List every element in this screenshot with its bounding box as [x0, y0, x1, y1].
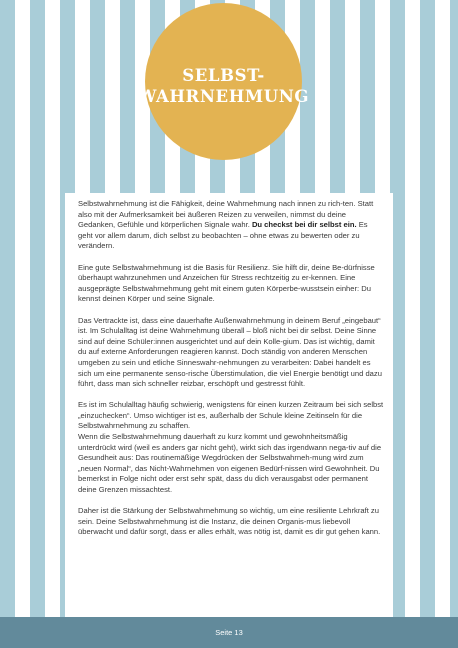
paragraph: Wenn die Selbstwahrnehmung dauerhaft zu kurz kommt und gewohnheitsmäßig unterdrückt wird (weil es anders gar nicht geht), wirkt sich das irgendwann nega-tiv auf die Gesundheit aus: Das routinemäßige Wegdrücken der Selbstwahrneh-mung wird zum „neuen Normal“, das Nicht-Wahrnehmen von eigenen Bedürf-nissen wird Gewohnheit. Du bemerkst in Folge nicht oder erst sehr spät, dass du dich verausgabst oder permanent deine Grenzen missachtest. — [78, 432, 382, 495]
paragraph-text: Selbstwahrnehmung ist die Fähigkeit, deine Wahrnehmung nach innen zu rich-ten. Statt also mit der Aufmerksamkeit bei äußeren Reizen zu verweilen, nimmst du deine Gedanken, Gefühle und körperlichen Signale wahr. — [78, 199, 374, 230]
paragraph-bold-text: Du checkst bei dir selbst ein. — [251, 220, 357, 230]
page-title: SELBST- WAHRNEHMUNG — [137, 65, 310, 106]
paragraph: Daher ist die Stärkung der Selbstwahrnehmung so wichtig, um eine resiliente Lehrkraft zu sein. Deine Selbstwahrnehmung ist die Instanz, die deinen Organis-mus liebevoll überwacht und dafür sorgt, dass er alles erhält, was nötig ist, damit es dir gut gehen kann. — [78, 506, 381, 537]
title-circle — [137, 3, 310, 160]
paragraph — [78, 199, 384, 252]
page-number: Seite 13 — [215, 628, 243, 637]
body-text — [78, 199, 384, 549]
paragraph: Es ist im Schulalltag häufig schwierig, wenigstens für einen kurzen Zeitraum bei sich selbst „einzuchecken“. Umso wichtiger ist es, außerhalb der Schule kleine Zeitinseln für die Selbstwahrnehmung zu schaffen. — [78, 400, 384, 431]
paragraph: Eine gute Selbstwahrnehmung ist die Basis für Resilienz. Sie hilft dir, deine Be-dürfnisse überhaupt wahrzunehmen und Anzeichen für Stress rechtzeitig zu er-kennen. Eine ausgeprägte Selbstwahrnehmung geht mit einem guten Körperbe-wusstsein einher: Du kennst deinen Körper und seine Signale. — [78, 262, 375, 304]
footer-bar — [0, 617, 458, 648]
paragraph: Das Vertrackte ist, dass eine dauerhafte Außenwahrnehmung in deinem Beruf „eingebaut“ ist. Im Schulalltag ist deine Wahrnehmung überall – bloß nicht bei dir selbst. Deine Sinne sind auf deine Schüler:innen ausgerichtet und auf dein Kolle-gium. Das ist wichtig, damit du auf externe Anforderungen reagieren kannst. Doch ständig von anderen Menschen umgeben zu sein und etliche Sinneswahr-nehmungen zu verarbeiten: Dabei handelt es sich um eine permanente senso-rische Überstimulation, die viel Energie benötigt und dazu führt, dass man sich schneller reizbar, erschöpft und gestresst fühlt. — [78, 315, 382, 389]
paragraph-text: Es geht vor allem darum, dich selbst zu beobachten – ohne etwas zu bewerten oder zu verändern. — [78, 220, 368, 251]
